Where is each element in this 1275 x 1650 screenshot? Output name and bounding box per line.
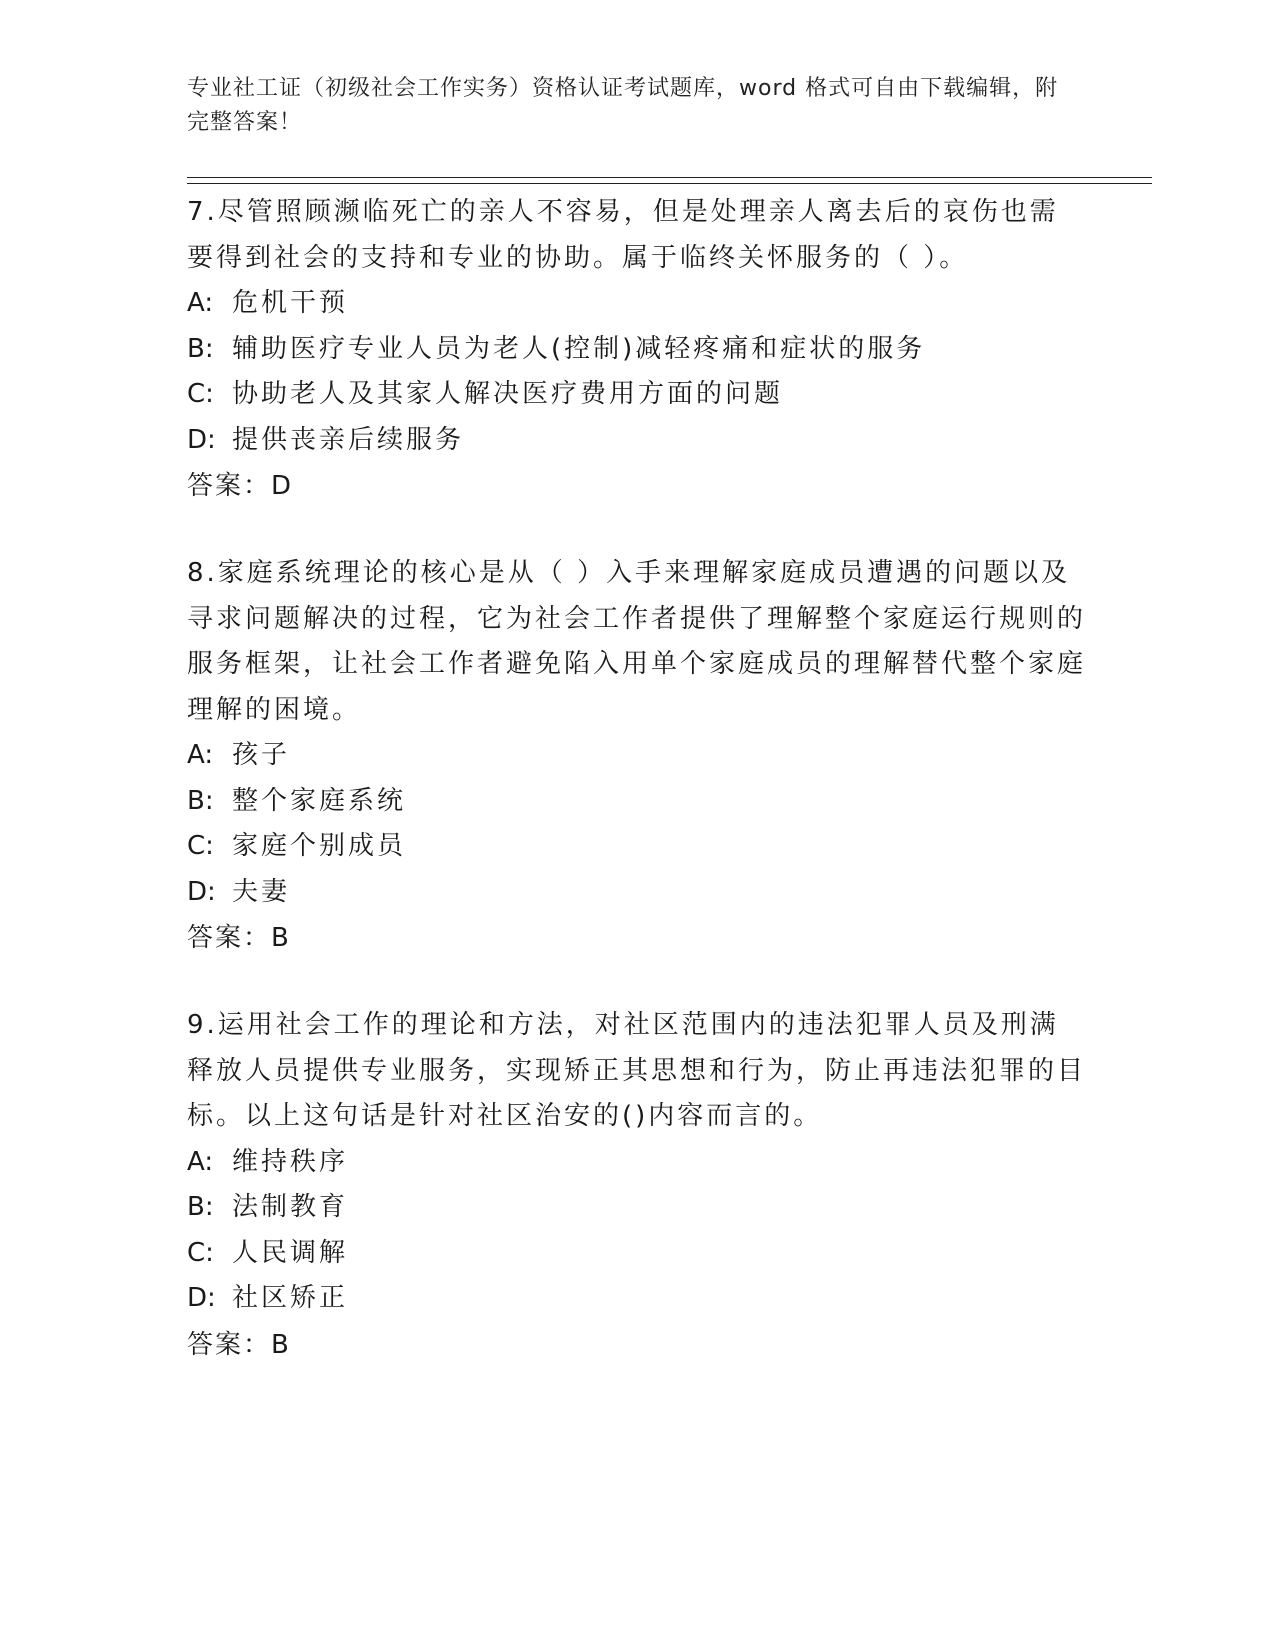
option-text: 提供丧亲后续服务 — [232, 424, 465, 455]
answer-line: 答案：B — [187, 1329, 291, 1360]
question-9 — [187, 1003, 1087, 1368]
question-stem: 9.运用社会工作的理论和方法，对社区范围内的违法犯罪人员及刑满释放人员提供专业服务，实现矫正其思想和行为，防止再违法犯罪的目标。以上这句话是针对社区治安的()内容而言的。 — [187, 1010, 1087, 1131]
header-rule-bottom — [187, 183, 1152, 184]
option-text: 人民调解 — [232, 1237, 349, 1268]
answer-line: 答案：D — [187, 471, 294, 501]
document-header: 专业社工证（初级社会工作实务）资格认证考试题库，word 格式可自由下载编辑，附完整答案！ — [187, 76, 1059, 135]
option-a — [187, 281, 1087, 327]
option-letter: B: — [187, 1192, 214, 1222]
option-letter: D: — [187, 876, 216, 907]
option-letter: C: — [187, 1237, 214, 1268]
option-b — [187, 1185, 1087, 1231]
header-rule-top — [187, 177, 1152, 178]
option-letter: A: — [187, 288, 214, 318]
option-text: 辅助医疗专业人员为老人(控制)减轻疼痛和症状的服务 — [232, 333, 926, 364]
question-8 — [187, 551, 1087, 961]
answer-line: 答案：B — [187, 923, 291, 953]
option-text: 社区矫正 — [232, 1283, 349, 1313]
option-c — [187, 824, 1087, 870]
option-a — [187, 733, 1087, 779]
question-7 — [187, 190, 1087, 509]
option-b — [187, 779, 1087, 825]
option-text: 危机干预 — [232, 288, 349, 318]
option-text: 家庭个别成员 — [232, 831, 407, 861]
option-d — [187, 1276, 1087, 1322]
option-letter: A: — [187, 740, 214, 770]
option-d — [187, 870, 1087, 916]
option-text: 协助老人及其家人解决医疗费用方面的问题 — [232, 379, 784, 409]
option-letter: D: — [187, 424, 216, 455]
option-c — [187, 372, 1087, 418]
option-d — [187, 418, 1087, 464]
option-letter: B: — [187, 785, 214, 816]
option-letter: C: — [187, 379, 214, 409]
option-letter: C: — [187, 831, 214, 861]
option-text: 夫妻 — [232, 876, 291, 907]
option-text: 法制教育 — [232, 1192, 349, 1222]
option-text: 整个家庭系统 — [232, 785, 407, 816]
option-c — [187, 1231, 1087, 1277]
option-text: 孩子 — [232, 740, 291, 770]
option-b — [187, 327, 1087, 373]
option-text: 维持秩序 — [232, 1146, 349, 1177]
question-list — [187, 190, 1087, 1410]
question-stem: 7.尽管照顾濒临死亡的亲人不容易，但是处理亲人离去后的哀伤也需要得到社会的支持和专业的协助。属于临终关怀服务的（ ）。 — [187, 197, 1059, 273]
question-stem: 8.家庭系统理论的核心是从（ ）入手来理解家庭成员遭遇的问题以及寻求问题解决的过程，它为社会工作者提供了理解整个家庭运行规则的服务框架，让社会工作者避免陷入用单个家庭成员的理解替代整个家庭理解的困境。 — [187, 558, 1087, 725]
option-letter: B: — [187, 333, 214, 364]
option-letter: A: — [187, 1146, 214, 1177]
option-a — [187, 1140, 1087, 1186]
option-letter: D: — [187, 1283, 216, 1313]
